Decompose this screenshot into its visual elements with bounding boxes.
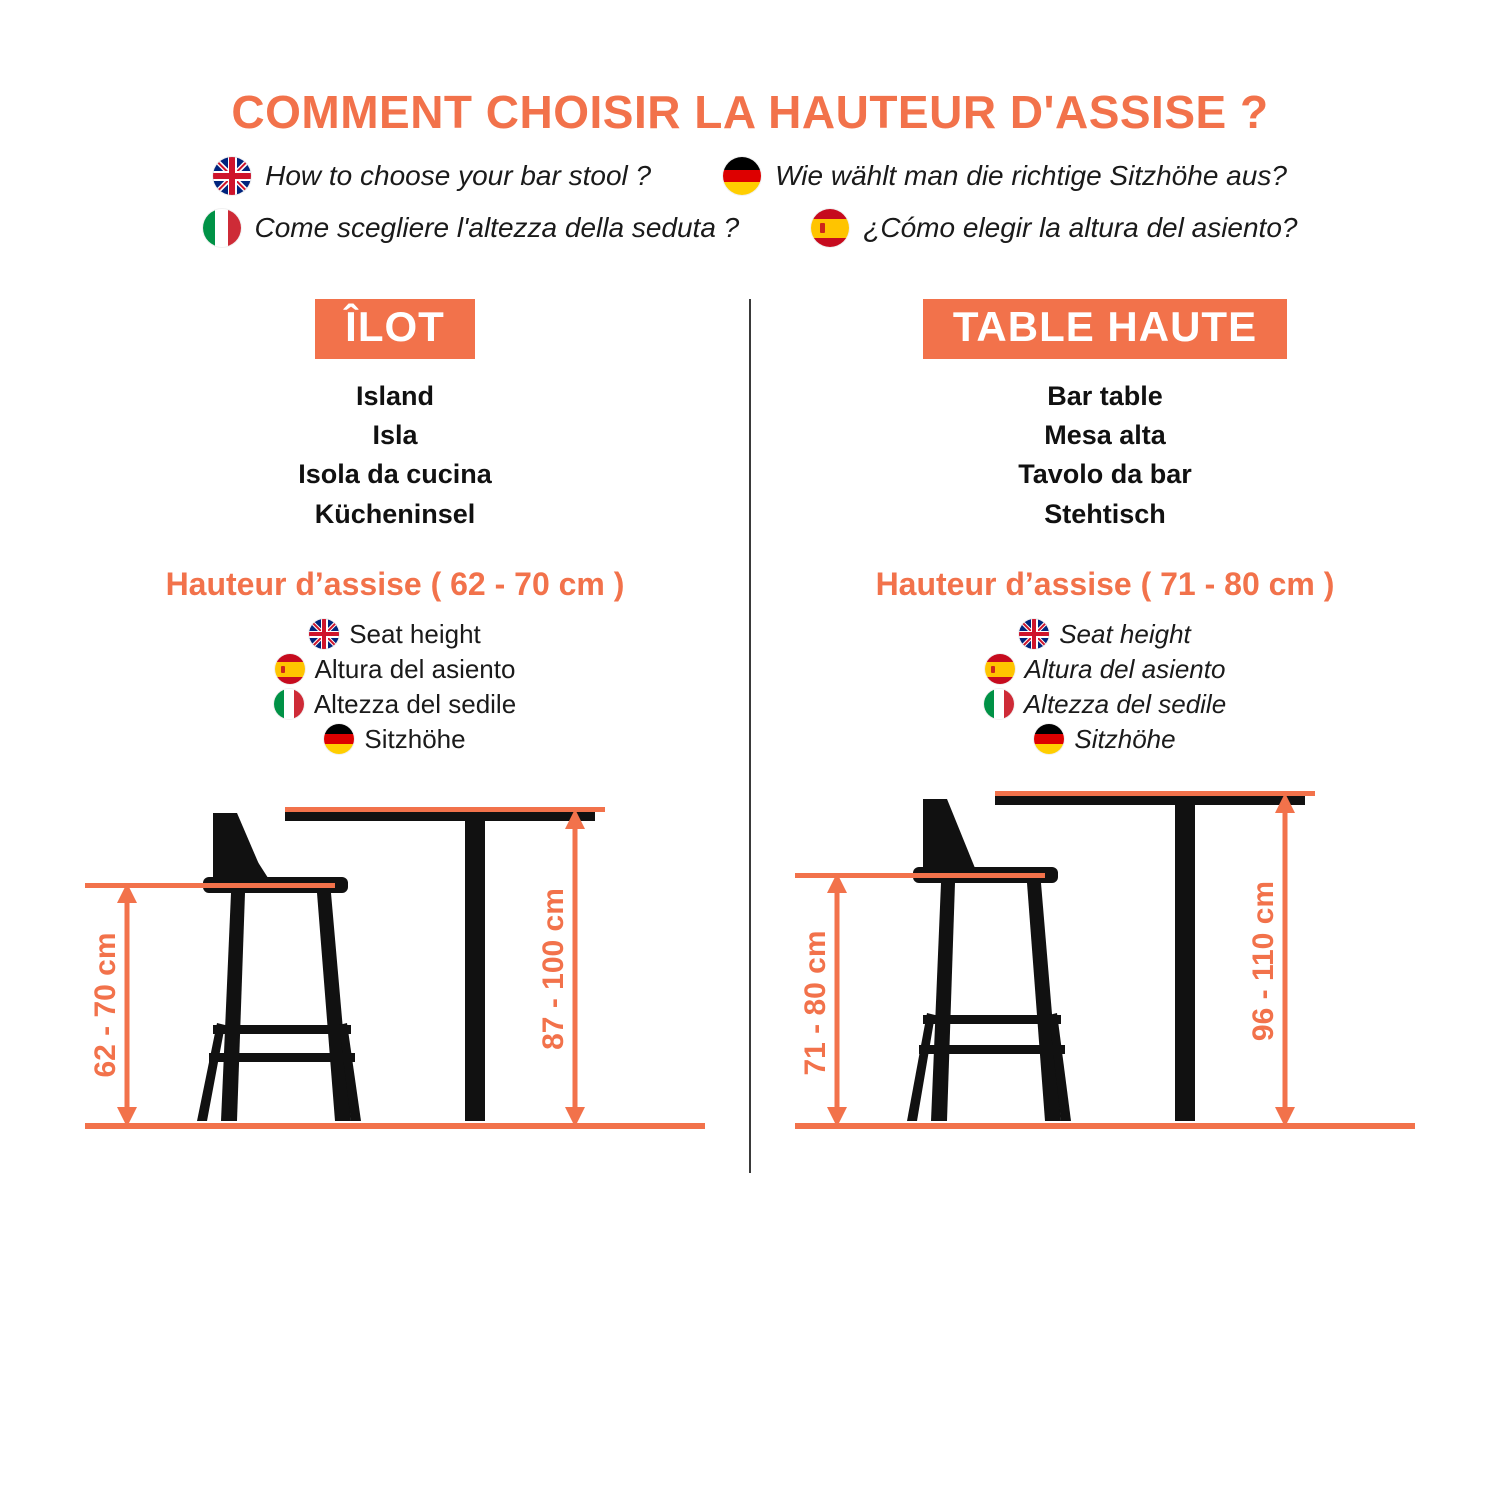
column-ilot bbox=[40, 299, 750, 1173]
subtitle-item-en bbox=[213, 157, 651, 195]
height-label-ilot: Hauteur d’assise ( 62 - 70 cm ) bbox=[165, 565, 625, 602]
bar-table-leg bbox=[1175, 805, 1195, 1121]
translation-table-en: Bar table bbox=[1047, 381, 1163, 412]
uk-flag-icon bbox=[1019, 619, 1049, 649]
germany-flag-icon bbox=[1034, 724, 1064, 754]
stool-footrest-lower bbox=[209, 1053, 355, 1062]
column-divider bbox=[749, 299, 751, 1173]
seat-guide-line bbox=[85, 883, 335, 888]
seat-height-text-es: Altura del asiento bbox=[1024, 653, 1226, 684]
floor-line bbox=[85, 1123, 705, 1129]
stool-leg-front-right bbox=[1027, 883, 1061, 1121]
seat-height-item-de bbox=[1034, 724, 1175, 755]
floor-line bbox=[795, 1123, 1415, 1129]
stool-footrest-lower bbox=[919, 1045, 1065, 1054]
island-leg bbox=[465, 821, 485, 1121]
translation-table-es: Mesa alta bbox=[1044, 420, 1166, 451]
seat-dimension-label: 71 - 80 cm bbox=[799, 930, 832, 1076]
seat-height-text-es: Altura del asiento bbox=[314, 653, 516, 684]
spain-flag-icon bbox=[985, 654, 1015, 684]
stool-leg-front-right bbox=[317, 893, 351, 1121]
stool-leg-back-left bbox=[907, 1013, 935, 1121]
translation-table-de: Stehtisch bbox=[1044, 498, 1166, 529]
badge-ilot: ÎLOT bbox=[315, 299, 475, 359]
illustration-ilot bbox=[62, 773, 728, 1173]
table-dimension-label: 87 - 100 cm bbox=[537, 887, 570, 1050]
translations-ilot bbox=[62, 377, 728, 534]
translation-ilot-en: Island bbox=[355, 381, 435, 412]
seat-height-list-ilot bbox=[62, 619, 728, 755]
germany-flag-icon bbox=[723, 157, 761, 195]
spain-flag-icon bbox=[275, 654, 305, 684]
translation-ilot-es: Isla bbox=[372, 420, 418, 451]
italy-flag-icon bbox=[203, 209, 241, 247]
italy-flag-icon bbox=[274, 689, 304, 719]
column-table-haute bbox=[750, 299, 1460, 1173]
stool-footrest-upper bbox=[213, 1025, 351, 1034]
subtitle-item-it bbox=[203, 209, 740, 247]
badge-table-haute: TABLE HAUTE bbox=[923, 299, 1287, 359]
seat-height-item-es bbox=[985, 654, 1226, 685]
seat-height-item-de bbox=[324, 724, 465, 755]
subtitle-text-de: Wie wählt man die richtige Sitzhöhe aus? bbox=[775, 160, 1287, 191]
height-label-table-haute: Hauteur d’assise ( 71 - 80 cm ) bbox=[875, 565, 1335, 602]
subtitle-row-2 bbox=[50, 209, 1450, 247]
stool-leg-back-left bbox=[197, 1023, 225, 1121]
translation-table-it: Tavolo da bar bbox=[1018, 459, 1192, 490]
table-dimension-label: 96 - 110 cm bbox=[1247, 880, 1280, 1041]
stool-leg-front-left bbox=[931, 883, 955, 1121]
seat-height-text-en: Seat height bbox=[349, 618, 481, 649]
subtitle-translations bbox=[50, 157, 1450, 247]
translation-ilot-it: Isola da cucina bbox=[298, 459, 492, 490]
page-title: COMMENT CHOISIR LA HAUTEUR D'ASSISE ? bbox=[231, 86, 1269, 138]
seat-height-list-table-haute bbox=[772, 619, 1438, 755]
stool-bar-table-diagram bbox=[795, 773, 1415, 1173]
subtitle-item-de bbox=[723, 157, 1287, 195]
stool-back-panel bbox=[923, 799, 977, 873]
subtitle-row-1 bbox=[50, 157, 1450, 195]
germany-flag-icon bbox=[324, 724, 354, 754]
uk-flag-icon bbox=[213, 157, 251, 195]
spain-flag-icon bbox=[811, 209, 849, 247]
table-guide-line bbox=[995, 791, 1315, 796]
seat-height-item-it bbox=[984, 689, 1226, 720]
subtitle-text-it: Come scegliere l'altezza della seduta ? bbox=[254, 212, 740, 243]
seat-height-text-de: Sitzhöhe bbox=[1074, 723, 1176, 754]
stool-island-diagram bbox=[85, 773, 705, 1173]
comparison-columns bbox=[40, 299, 1460, 1173]
counter-guide-line bbox=[285, 807, 605, 812]
subtitle-item-es bbox=[811, 209, 1297, 247]
stool-leg-front-left bbox=[221, 893, 245, 1121]
subtitle-text-es: ¿Cómo elegir la altura del asiento? bbox=[863, 212, 1298, 243]
seat-height-text-de: Sitzhöhe bbox=[364, 723, 466, 754]
subtitle-text-en: How to choose your bar stool ? bbox=[265, 160, 652, 191]
seat-height-item-es bbox=[275, 654, 516, 685]
seat-height-text-it: Altezza del sedile bbox=[1023, 688, 1227, 719]
seat-height-item-en bbox=[1019, 619, 1191, 650]
seat-height-item-en bbox=[309, 619, 481, 650]
stool-back-panel bbox=[213, 813, 267, 883]
italy-flag-icon bbox=[984, 689, 1014, 719]
stool-footrest-upper bbox=[923, 1015, 1061, 1024]
uk-flag-icon bbox=[309, 619, 339, 649]
seat-height-item-it bbox=[274, 689, 516, 720]
seat-height-text-it: Altezza del sedile bbox=[313, 688, 517, 719]
translation-ilot-de: Kücheninsel bbox=[314, 498, 476, 529]
seat-dimension-label: 62 - 70 cm bbox=[89, 932, 122, 1078]
seat-guide-line bbox=[795, 873, 1045, 878]
translations-table-haute bbox=[772, 377, 1438, 534]
illustration-table-haute bbox=[772, 773, 1438, 1173]
seat-height-text-en: Seat height bbox=[1059, 618, 1191, 649]
